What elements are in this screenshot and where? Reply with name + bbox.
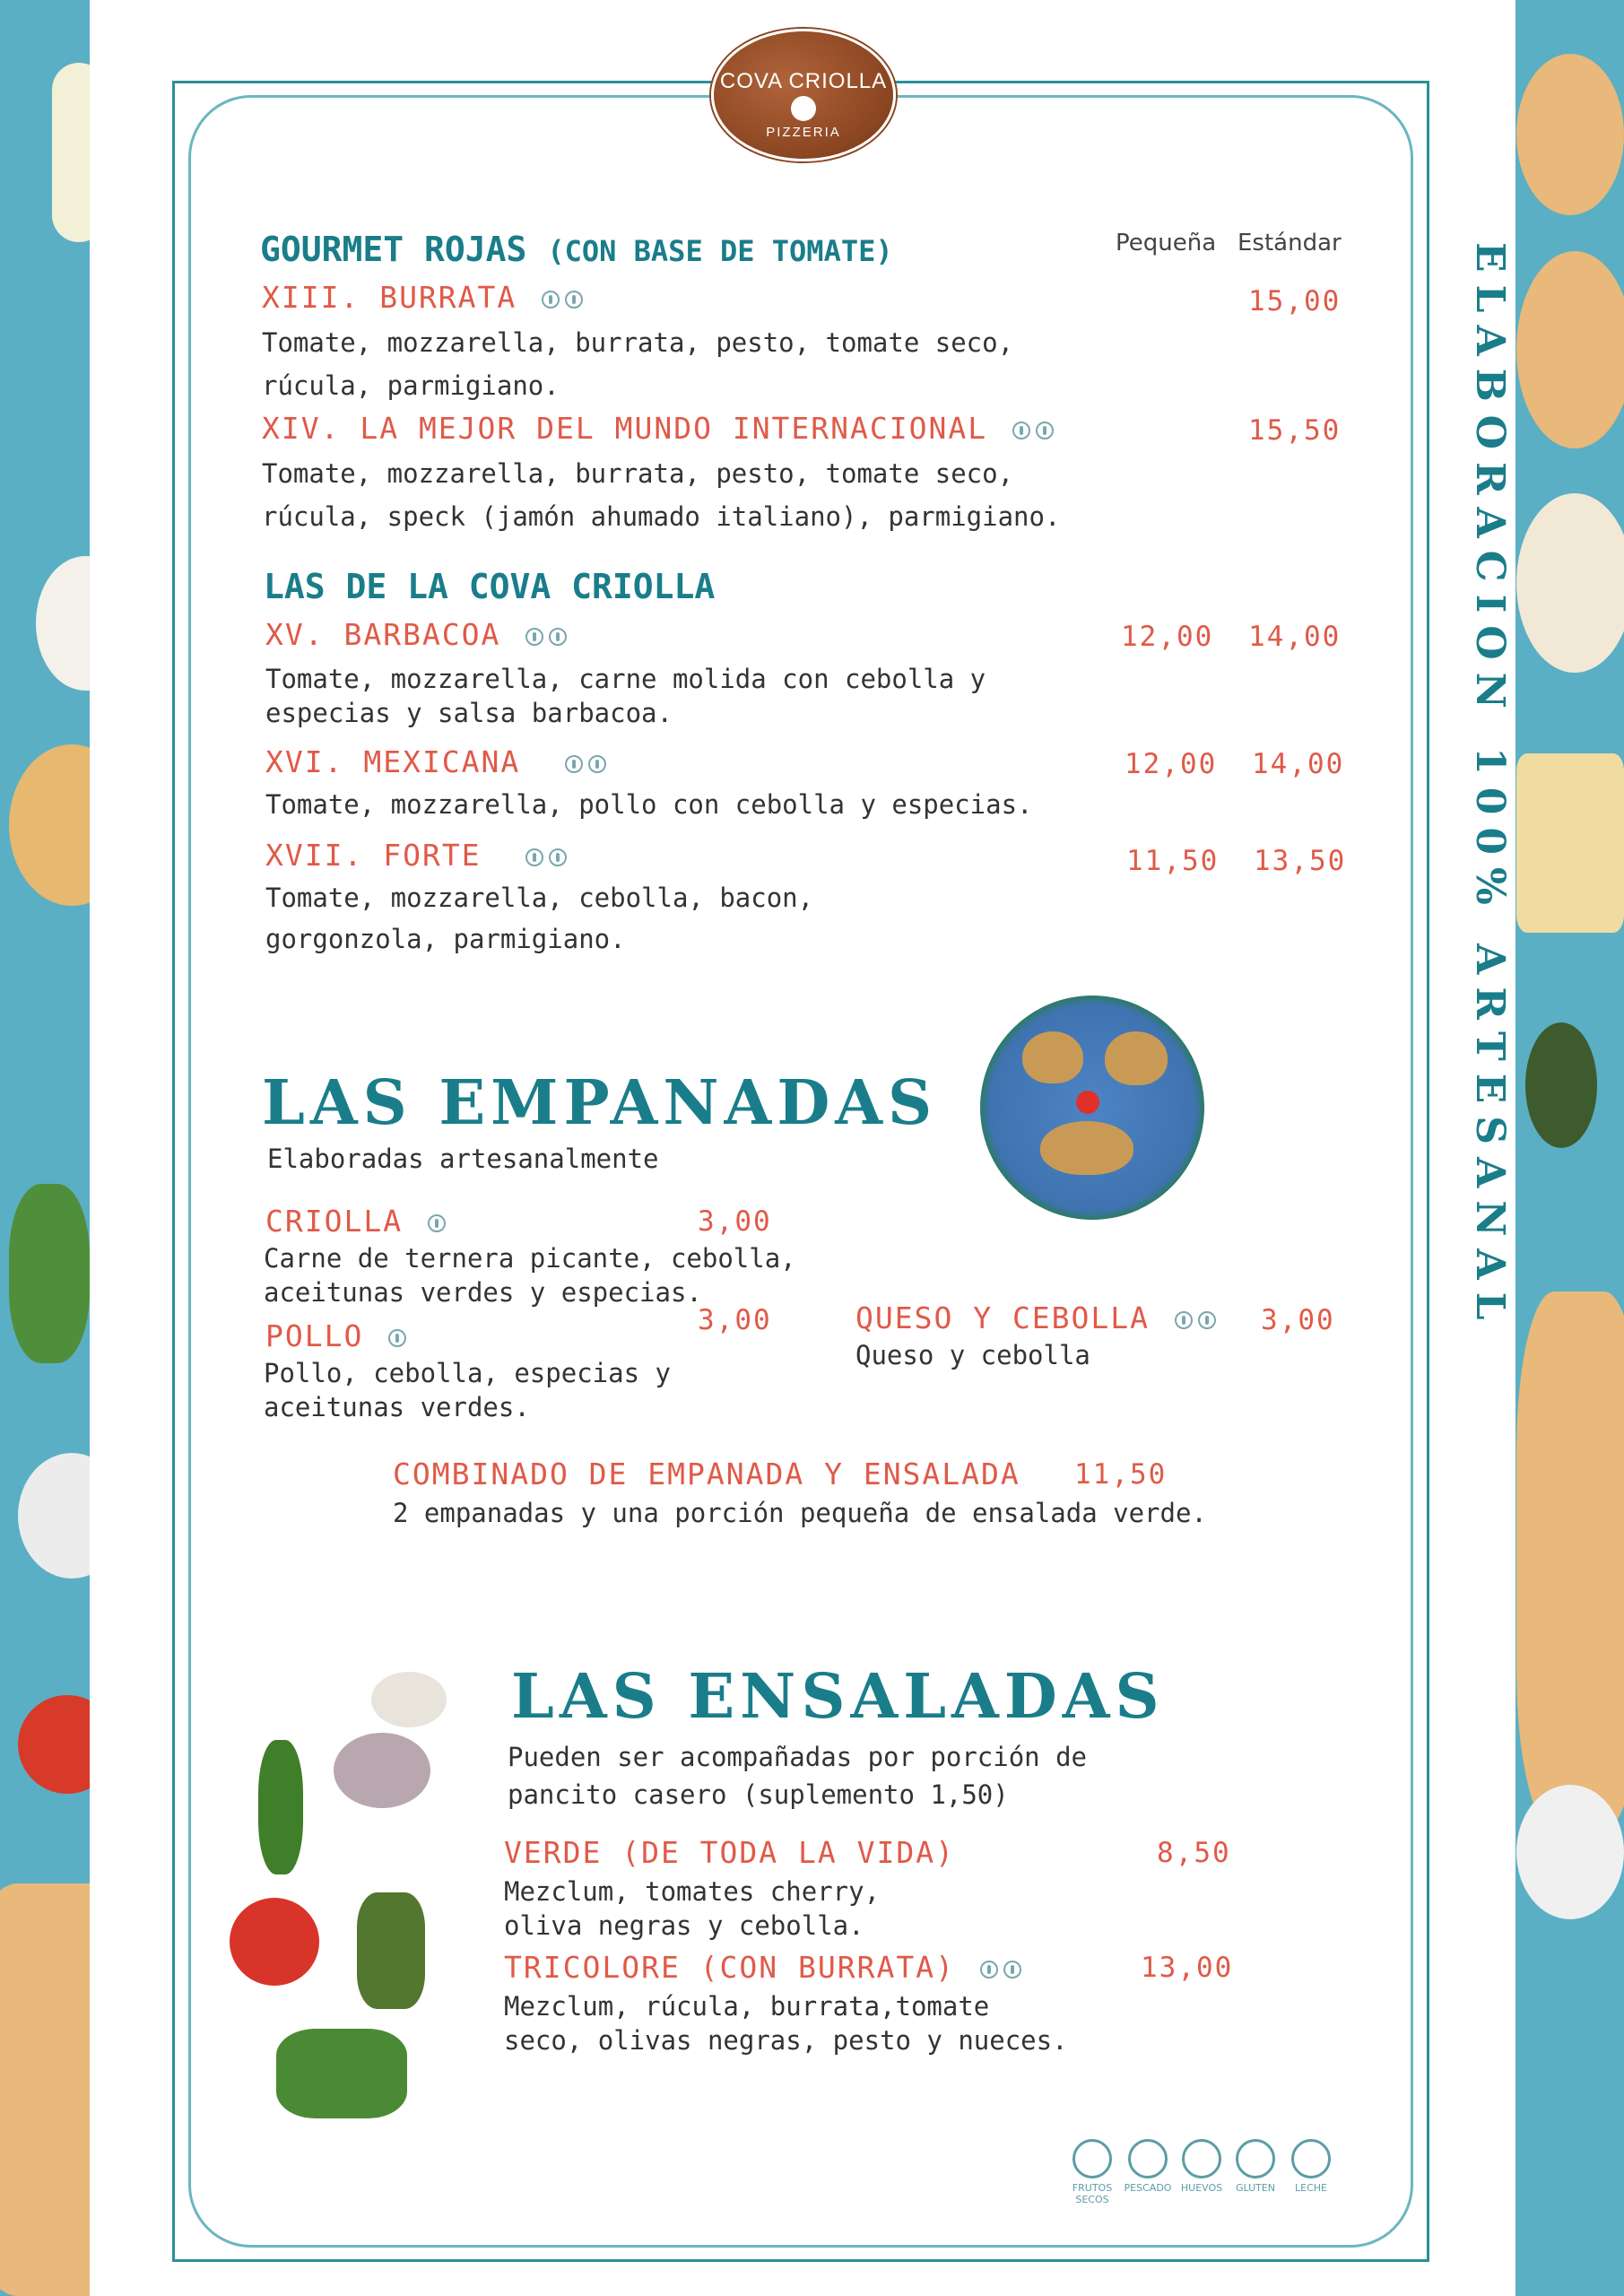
item-name: XVI. MEXICANA [265, 744, 606, 779]
allergen-icon [549, 628, 567, 646]
item-price: 3,00 [698, 1205, 772, 1238]
combo-name: COMBINADO DE EMPANADA Y ENSALADA [393, 1457, 1020, 1492]
allergen-icon [428, 1214, 446, 1232]
arugula-illustration [9, 1184, 90, 1363]
coconut-illustration [36, 556, 90, 691]
item-price-standard: 14,00 [1252, 748, 1345, 780]
item-description: Mezclum, rúcula, burrata,tomate seco, olivas negras, pesto y nueces. [504, 1991, 1068, 2056]
item-price-small: 11,50 [1126, 845, 1220, 877]
logo-sub: PIZZERIA [766, 125, 841, 140]
allergen-icon [980, 1961, 998, 1979]
allergen-icon [542, 291, 560, 309]
empanada-illustration [1022, 1031, 1083, 1083]
combo-price: 11,50 [1074, 1458, 1168, 1491]
item-name: XV. BARBACOA [265, 617, 567, 652]
allergen-icon [388, 1329, 406, 1347]
green-pepper-illustration [258, 1740, 303, 1874]
logo [711, 29, 896, 161]
mushroom-illustration [371, 1672, 447, 1727]
arugula-illustration [276, 2029, 407, 2118]
pizza-slice-illustration [1516, 251, 1624, 448]
nuts-icon [1073, 2139, 1112, 2179]
legend-nuts: FRUTOS SECOS [1065, 2139, 1119, 2205]
wine-glass-illustration [52, 63, 90, 242]
item-name: POLLO [265, 1318, 406, 1353]
item-description: Tomate, mozzarella, cebolla, bacon, gorgonzola, parmigiano. [265, 883, 814, 954]
item-description: Queso y cebolla [855, 1340, 1090, 1370]
item-description: Tomate, mozzarella, carne molida con cebolla y especias y salsa barbacoa. [265, 664, 986, 728]
item-name: QUESO Y CEBOLLA [855, 1300, 1216, 1335]
allergen-icon [1003, 1961, 1021, 1979]
left-decorative-band [0, 0, 90, 2296]
combo-description: 2 empanadas y una porción pequeña de ensalada verde. [393, 1498, 1207, 1528]
pizza-slice-illustration [9, 744, 90, 906]
item-price: 3,00 [1261, 1304, 1335, 1336]
olive-branch-illustration [1525, 1022, 1597, 1148]
item-name: TRICOLORE (CON BURRATA) [504, 1950, 1021, 1985]
item-description: Carne de ternera picante, cebolla, aceitunas verdes y especias. [264, 1243, 796, 1308]
logo-name: COVA CRIOLLA [719, 69, 888, 93]
item-name: XVII. FORTE [265, 838, 567, 873]
cheese-illustration [1516, 753, 1624, 933]
allergen-icon [1198, 1311, 1216, 1329]
milk-icon [1291, 2139, 1331, 2179]
tomato-illustration [230, 1898, 319, 1986]
allergen-icon [565, 755, 583, 773]
column-header-small: Pequeña [1116, 230, 1217, 257]
item-price-standard: 14,00 [1248, 621, 1342, 653]
mushroom-illustration [18, 1453, 90, 1578]
allergen-icon [525, 848, 543, 866]
empanada-illustration [1040, 1121, 1133, 1175]
mushroom-illustration [334, 1733, 430, 1808]
item-price: 13,00 [1141, 1952, 1234, 1984]
allergen-icon [565, 291, 583, 309]
legend-eggs: HUEVOS [1175, 2139, 1229, 2194]
sun-icon [791, 96, 816, 121]
item-price: 8,50 [1157, 1837, 1231, 1869]
mushroom-illustration [1516, 1785, 1624, 1919]
legend-fish: PESCADO [1121, 2139, 1175, 2194]
allergen-icon [1175, 1311, 1193, 1329]
vertical-tagline: ELABORACION 100% ARTESANAL [1467, 242, 1513, 1333]
allergen-icon [1036, 422, 1054, 439]
tomato-nose-illustration [1076, 1091, 1099, 1114]
fish-icon [1128, 2139, 1168, 2179]
section-title-empanadas: LAS EMPANADAS [262, 1067, 938, 1139]
column-header-standard: Estándar [1238, 230, 1342, 257]
item-description: Tomate, mozzarella, burrata, pesto, tomate seco, rúcula, speck (jamón ahumado italiano), parmigiano. [262, 458, 1061, 532]
item-description: Pollo, cebolla, especias y aceitunas verdes. [264, 1358, 671, 1422]
section-title-ensaladas: LAS ENSALADAS [511, 1661, 1165, 1733]
allergen-icon [549, 848, 567, 866]
allergen-icon [1012, 422, 1030, 439]
pizza-slice-illustration [1516, 54, 1624, 215]
item-description: Mezclum, tomates cherry, oliva negras y cebolla. [504, 1876, 881, 1941]
item-price-standard: 15,00 [1248, 285, 1342, 317]
allergen-icon [525, 628, 543, 646]
item-price-small: 12,00 [1121, 621, 1214, 653]
gourmet-subtitle: (CON BASE DE TOMATE) [547, 234, 893, 268]
item-price-small: 12,00 [1125, 748, 1218, 780]
item-description: Tomate, mozzarella, burrata, pesto, tomate seco, rúcula, parmigiano. [262, 327, 1014, 401]
empanada-illustration [1105, 1031, 1168, 1085]
item-name: XIV. LA MEJOR DEL MUNDO INTERNACIONAL [262, 411, 1054, 446]
tomato-illustration [18, 1695, 90, 1794]
item-name: CRIOLLA [265, 1204, 446, 1239]
item-price-standard: 13,50 [1254, 845, 1347, 877]
olive-branch-illustration [357, 1892, 425, 2009]
pepperoni-pizza-illustration [0, 1883, 90, 2296]
section-title-cova: LAS DE LA COVA CRIOLLA [264, 567, 716, 606]
empanadas-subtitle: Elaboradas artesanalmente [267, 1144, 659, 1174]
item-name: XIII. BURRATA [262, 280, 583, 315]
dough-ball-illustration [1516, 493, 1624, 673]
item-price: 3,00 [698, 1304, 772, 1336]
gluten-icon [1236, 2139, 1275, 2179]
item-name: VERDE (DE TODA LA VIDA) [504, 1835, 955, 1870]
eggs-icon [1182, 2139, 1221, 2179]
pizza-illustration [1516, 1292, 1624, 1830]
item-description: Tomate, mozzarella, pollo con cebolla y especias. [265, 789, 1033, 820]
legend-gluten: GLUTEN [1229, 2139, 1282, 2194]
allergen-icon [588, 755, 606, 773]
gourmet-title: GOURMET ROJAS [260, 230, 527, 269]
section-title-gourmet [260, 230, 893, 269]
item-price-standard: 15,50 [1248, 414, 1342, 447]
right-decorative-band [1516, 0, 1624, 2296]
legend-milk: LECHE [1284, 2139, 1338, 2194]
ensaladas-subtitle: Pueden ser acompañadas por porción de pancito casero (suplemento 1,50) [508, 1742, 1088, 1810]
